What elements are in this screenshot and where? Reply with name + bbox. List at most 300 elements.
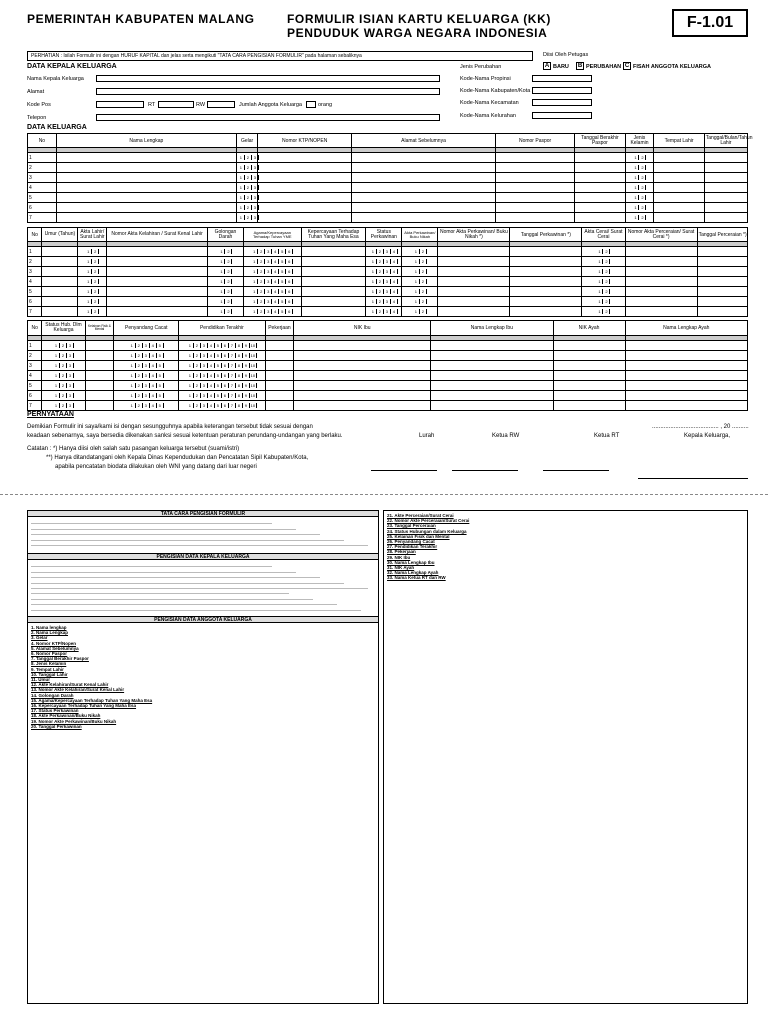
table-cell[interactable]: 1 2 3 4 5 bbox=[114, 351, 179, 361]
instruction-item-title: 10. Tanggal Lahir bbox=[31, 671, 68, 677]
table-cell[interactable]: 1 2 bbox=[402, 307, 438, 317]
table-cell[interactable] bbox=[431, 341, 553, 351]
table-cell[interactable] bbox=[697, 307, 747, 317]
table-cell[interactable] bbox=[510, 307, 582, 317]
table-cell[interactable]: 1 2 3 bbox=[236, 203, 258, 213]
table-cell[interactable]: 1 2 3 4 bbox=[366, 287, 402, 297]
code-village-field[interactable] bbox=[532, 112, 592, 119]
code-regency-field[interactable] bbox=[532, 87, 592, 94]
table-cell[interactable] bbox=[575, 213, 625, 223]
table-cell[interactable] bbox=[431, 391, 553, 401]
table-cell[interactable] bbox=[654, 173, 704, 183]
table-cell[interactable]: 1 2 3 4 5 6 bbox=[243, 277, 301, 287]
table-cell[interactable] bbox=[301, 257, 366, 267]
table-cell[interactable] bbox=[625, 381, 747, 391]
table-cell[interactable]: 1 2 3 4 5 bbox=[114, 341, 179, 351]
table-cell[interactable] bbox=[85, 361, 114, 371]
table-cell[interactable] bbox=[301, 277, 366, 287]
table-cell[interactable] bbox=[553, 371, 625, 381]
row-number: 3 bbox=[28, 173, 57, 183]
table-cell[interactable] bbox=[654, 183, 704, 193]
table-cell[interactable]: 1 2 bbox=[207, 307, 243, 317]
sign-lurah: Lurah bbox=[419, 433, 435, 439]
table-cell[interactable]: 1 2 3 4 5 6 7 8 9 10 bbox=[179, 391, 265, 401]
table-cell[interactable] bbox=[431, 361, 553, 371]
table-cell[interactable] bbox=[107, 297, 208, 307]
table-cell[interactable] bbox=[56, 203, 236, 213]
table-cell[interactable] bbox=[575, 183, 625, 193]
table-cell[interactable] bbox=[42, 307, 78, 317]
table-cell[interactable]: 1 2 3 4 5 6 bbox=[243, 267, 301, 277]
option-b-checkbox[interactable]: B bbox=[577, 63, 583, 69]
table-cell[interactable] bbox=[625, 371, 747, 381]
table-cell[interactable]: 1 2 bbox=[625, 173, 654, 183]
table-cell[interactable]: 1 2 bbox=[625, 213, 654, 223]
table-cell[interactable] bbox=[625, 267, 697, 277]
table-cell[interactable]: 1 2 bbox=[207, 267, 243, 277]
table-cell[interactable]: 1 2 3 bbox=[236, 163, 258, 173]
table-row bbox=[28, 401, 748, 411]
table-row bbox=[28, 213, 748, 223]
table-cell[interactable] bbox=[654, 213, 704, 223]
table-cell[interactable]: 1 2 bbox=[582, 257, 625, 267]
instruction-item-title: 23. Tanggal Perceraian bbox=[387, 523, 436, 529]
statement-title: PERNYATAAN bbox=[27, 411, 74, 418]
code-village-label: Kode-Nama Kelurahan bbox=[460, 113, 516, 119]
table-cell[interactable] bbox=[352, 163, 496, 173]
table-cell[interactable]: 1 2 bbox=[78, 307, 107, 317]
instruction-item-title: 1. Nama lengkap bbox=[31, 625, 67, 630]
table-cell[interactable] bbox=[301, 287, 366, 297]
table-cell[interactable] bbox=[42, 287, 78, 297]
table-cell[interactable] bbox=[258, 193, 352, 203]
table-cell[interactable] bbox=[625, 391, 747, 401]
t3-header-father-name: Nama Lengkap Ayah bbox=[625, 321, 747, 336]
table-cell[interactable] bbox=[107, 257, 208, 267]
table-cell[interactable] bbox=[258, 163, 352, 173]
table-cell[interactable]: 1 2 bbox=[207, 247, 243, 257]
address-field[interactable] bbox=[96, 88, 440, 95]
table-row bbox=[28, 267, 748, 277]
table-cell[interactable] bbox=[56, 173, 236, 183]
t3-header-father-nik: NIK Ayah bbox=[553, 321, 625, 336]
table-cell[interactable]: 1 2 3 4 5 bbox=[114, 401, 179, 411]
table-cell[interactable]: 1 2 bbox=[625, 203, 654, 213]
table-cell[interactable]: 1 2 bbox=[582, 307, 625, 317]
table-cell[interactable] bbox=[56, 153, 236, 163]
instruction-item-title: 30. Nama Lengkap Ibu bbox=[387, 559, 435, 565]
table-cell[interactable] bbox=[258, 173, 352, 183]
table-cell[interactable] bbox=[575, 163, 625, 173]
table-cell[interactable] bbox=[496, 153, 575, 163]
table-cell[interactable]: 1 2 bbox=[582, 247, 625, 257]
table-cell[interactable] bbox=[625, 361, 747, 371]
table-cell[interactable] bbox=[625, 401, 747, 411]
table-cell[interactable] bbox=[553, 391, 625, 401]
table-cell[interactable] bbox=[438, 297, 510, 307]
table-cell[interactable] bbox=[352, 153, 496, 163]
table-cell[interactable] bbox=[697, 287, 747, 297]
table-cell[interactable] bbox=[575, 203, 625, 213]
table-cell[interactable]: 1 2 3 bbox=[236, 183, 258, 193]
table-cell[interactable] bbox=[85, 351, 114, 361]
instruction-item-title: 15. Agama/Kepercayaan Terhadap Tuhan Yang Maha Esa bbox=[31, 697, 153, 703]
t2-header-marriage-date: Tanggal Perkawinan *) bbox=[510, 228, 582, 242]
table-cell[interactable] bbox=[553, 381, 625, 391]
table-cell[interactable] bbox=[496, 173, 575, 183]
table-cell[interactable]: 1 2 3 4 5 6 bbox=[243, 297, 301, 307]
t2-header-blood: Golongan Darah bbox=[207, 228, 243, 242]
table-cell[interactable] bbox=[85, 391, 114, 401]
member-count-field[interactable] bbox=[306, 101, 316, 108]
table-cell[interactable] bbox=[697, 267, 747, 277]
instruction-item-title: 28. Pekerjaan bbox=[387, 549, 416, 555]
table-cell[interactable] bbox=[265, 361, 294, 371]
table-cell[interactable]: 1 2 3 bbox=[42, 371, 85, 381]
table-cell[interactable] bbox=[654, 203, 704, 213]
table-cell[interactable] bbox=[258, 203, 352, 213]
statement-line-2: keadaan sebenarnya, saya bersedia dikenakan sanksi sesuai ketentuan peraturan perundang-undangan yang berlaku. bbox=[27, 433, 343, 439]
table-cell[interactable]: 1 2 3 bbox=[42, 391, 85, 401]
table-cell[interactable] bbox=[265, 381, 294, 391]
table-cell[interactable] bbox=[704, 213, 747, 223]
row-number: 7 bbox=[28, 213, 57, 223]
table-cell[interactable]: 1 2 bbox=[78, 267, 107, 277]
table-cell[interactable] bbox=[625, 247, 697, 257]
table-cell[interactable] bbox=[553, 341, 625, 351]
table-cell[interactable] bbox=[431, 351, 553, 361]
table-cell[interactable] bbox=[438, 267, 510, 277]
table-cell[interactable]: 1 2 3 4 5 6 7 8 9 10 bbox=[179, 381, 265, 391]
option-a-checkbox[interactable]: A bbox=[544, 63, 550, 69]
table-cell[interactable] bbox=[704, 203, 747, 213]
table-cell[interactable] bbox=[704, 163, 747, 173]
table-cell[interactable] bbox=[85, 371, 114, 381]
instruction-item-title: 19. Nomor Akte Perkawinan/Buku Nikah bbox=[31, 718, 117, 724]
table-cell[interactable] bbox=[258, 183, 352, 193]
table-cell[interactable] bbox=[265, 371, 294, 381]
table-cell[interactable] bbox=[294, 391, 431, 401]
sign-head: Kepala Keluarga, bbox=[684, 433, 731, 439]
table-cell[interactable] bbox=[265, 391, 294, 401]
table-cell[interactable] bbox=[107, 307, 208, 317]
table-cell[interactable]: 1 2 3 4 bbox=[366, 257, 402, 267]
table-cell[interactable] bbox=[697, 247, 747, 257]
table-cell[interactable] bbox=[56, 163, 236, 173]
table-cell[interactable] bbox=[352, 193, 496, 203]
table-cell[interactable]: 1 2 3 4 5 bbox=[114, 381, 179, 391]
option-c-label: FISAH ANGGOTA KELUARGA bbox=[633, 64, 712, 70]
table-cell[interactable] bbox=[431, 371, 553, 381]
table-cell[interactable] bbox=[294, 371, 431, 381]
table-cell[interactable] bbox=[431, 401, 553, 411]
t2-header-birth-cert: Akta Lahir/ Surat Lahir bbox=[78, 228, 107, 242]
table-cell[interactable]: 1 2 bbox=[402, 257, 438, 267]
table-cell[interactable] bbox=[625, 297, 697, 307]
family-table-1 bbox=[27, 133, 753, 223]
instruction-item-title: 7. Tanggal Berakhir Paspor bbox=[31, 656, 89, 662]
table-cell[interactable] bbox=[510, 297, 582, 307]
postal-code-field[interactable] bbox=[96, 101, 144, 108]
table-cell[interactable] bbox=[438, 307, 510, 317]
table-cell[interactable] bbox=[42, 297, 78, 307]
t3-header-relationship: Status Hub. Dlm Keluarga bbox=[42, 321, 85, 336]
t1-header-ktp: Nomor KTP/NOPEN bbox=[258, 134, 352, 148]
table-cell[interactable] bbox=[107, 247, 208, 257]
table-cell[interactable] bbox=[625, 307, 697, 317]
rt-field[interactable] bbox=[158, 101, 194, 108]
t1-header-birthdate: Tanggal/Bulan/Tahun Lahir bbox=[705, 134, 753, 146]
table-cell[interactable] bbox=[301, 297, 366, 307]
table-cell[interactable] bbox=[704, 193, 747, 203]
table-cell[interactable] bbox=[510, 257, 582, 267]
table-cell[interactable] bbox=[510, 267, 582, 277]
table-cell[interactable]: 1 2 bbox=[582, 297, 625, 307]
table-cell[interactable]: 1 2 bbox=[78, 287, 107, 297]
table-cell[interactable] bbox=[352, 213, 496, 223]
table-cell[interactable] bbox=[85, 401, 114, 411]
table-cell[interactable]: 1 2 3 bbox=[42, 361, 85, 371]
table-cell[interactable]: 1 2 3 bbox=[42, 351, 85, 361]
table-cell[interactable]: 1 2 bbox=[625, 153, 654, 163]
table-cell[interactable]: 1 2 bbox=[625, 163, 654, 173]
instruction-item-title: 9. Tempat Lahir bbox=[31, 666, 64, 672]
member-count-label: Jumlah Anggota Keluarga bbox=[239, 102, 302, 108]
row-number: 2 bbox=[28, 257, 42, 267]
table-cell[interactable] bbox=[553, 361, 625, 371]
table-cell[interactable]: 1 2 3 4 5 bbox=[114, 391, 179, 401]
table-cell[interactable]: 1 2 3 4 5 6 7 8 9 10 bbox=[179, 361, 265, 371]
table-cell[interactable]: 1 2 bbox=[402, 287, 438, 297]
table-cell[interactable] bbox=[496, 183, 575, 193]
table-cell[interactable] bbox=[301, 307, 366, 317]
table-cell[interactable] bbox=[265, 351, 294, 361]
signature-line-rw[interactable] bbox=[452, 470, 518, 471]
table-cell[interactable] bbox=[301, 267, 366, 277]
t2-header-divorce-cert-no: Nomor Akta Perceraian/ Surat Cerai *) bbox=[625, 228, 697, 242]
family-table-3 bbox=[27, 320, 748, 411]
table-cell[interactable] bbox=[625, 287, 697, 297]
row-number: 2 bbox=[28, 351, 42, 361]
table-cell[interactable] bbox=[654, 163, 704, 173]
table-cell[interactable]: 1 2 bbox=[207, 287, 243, 297]
table-cell[interactable] bbox=[56, 213, 236, 223]
row-number: 7 bbox=[28, 401, 42, 411]
row-number: 4 bbox=[28, 183, 57, 193]
table-cell[interactable] bbox=[265, 341, 294, 351]
table-cell[interactable] bbox=[704, 153, 747, 163]
table-cell[interactable]: 1 2 3 4 bbox=[366, 247, 402, 257]
table-cell[interactable]: 1 2 bbox=[207, 297, 243, 307]
table-cell[interactable]: 1 2 bbox=[625, 183, 654, 193]
table-cell[interactable] bbox=[438, 287, 510, 297]
rw-field[interactable] bbox=[207, 101, 235, 108]
table-cell[interactable] bbox=[294, 401, 431, 411]
table-cell[interactable]: 1 2 bbox=[402, 297, 438, 307]
change-type-label: Jenis Perubahan bbox=[460, 64, 502, 70]
table-cell[interactable]: 1 2 3 4 5 6 bbox=[243, 257, 301, 267]
table-cell[interactable]: 1 2 3 4 bbox=[366, 307, 402, 317]
table-cell[interactable] bbox=[107, 277, 208, 287]
table-cell[interactable] bbox=[352, 183, 496, 193]
table-cell[interactable] bbox=[301, 247, 366, 257]
table-cell[interactable]: 1 2 3 4 5 6 7 8 9 10 bbox=[179, 401, 265, 411]
t2-header-birth-cert-no: Nomor Akta Kelahiran / Surat Kenal Lahir bbox=[107, 228, 208, 242]
table-cell[interactable] bbox=[625, 341, 747, 351]
table-cell[interactable] bbox=[352, 173, 496, 183]
table-cell[interactable] bbox=[496, 203, 575, 213]
table-cell[interactable] bbox=[42, 277, 78, 287]
table-cell[interactable]: 1 2 3 4 5 6 bbox=[243, 247, 301, 257]
table-cell[interactable]: 1 2 3 bbox=[236, 213, 258, 223]
table-cell[interactable]: 1 2 3 4 bbox=[366, 297, 402, 307]
table-cell[interactable]: 1 2 bbox=[625, 193, 654, 203]
table-cell[interactable] bbox=[510, 287, 582, 297]
instruction-item-title: 22. Nomor Akte Perceraian/Surat Cerai bbox=[387, 518, 470, 524]
table-cell[interactable] bbox=[258, 153, 352, 163]
table-cell[interactable]: 1 2 3 bbox=[42, 401, 85, 411]
table-cell[interactable] bbox=[496, 163, 575, 173]
instruction-item-title: 27. Pendidikan Terakhir bbox=[387, 544, 438, 550]
table-cell[interactable]: 1 2 bbox=[78, 297, 107, 307]
t2-header-marital: Status Perkawinan bbox=[366, 228, 402, 242]
table-cell[interactable] bbox=[258, 213, 352, 223]
table-row bbox=[28, 153, 748, 163]
instructions-title: TATA CARA PENGISIAN FORMULIR bbox=[27, 510, 379, 517]
table-cell[interactable] bbox=[575, 153, 625, 163]
t1-header-passport: Nomor Paspor bbox=[496, 134, 575, 148]
table-cell[interactable] bbox=[294, 341, 431, 351]
table-cell[interactable] bbox=[496, 213, 575, 223]
table-cell[interactable] bbox=[107, 287, 208, 297]
table-cell[interactable]: 1 2 bbox=[207, 277, 243, 287]
table-cell[interactable] bbox=[294, 351, 431, 361]
t3-header-disorder: Kelainan Fisik & Mental bbox=[85, 321, 114, 336]
table-cell[interactable] bbox=[56, 183, 236, 193]
table-cell[interactable] bbox=[431, 381, 553, 391]
signature-line-rt[interactable] bbox=[543, 470, 609, 471]
head-name-field[interactable] bbox=[96, 75, 440, 82]
signature-line-head[interactable] bbox=[638, 478, 748, 479]
table-row bbox=[28, 287, 748, 297]
table-cell[interactable] bbox=[704, 183, 747, 193]
table-cell[interactable] bbox=[352, 203, 496, 213]
instructions-head-section: PENGISIAN DATA KEPALA KELUARGA bbox=[27, 553, 379, 560]
table-cell[interactable] bbox=[510, 277, 582, 287]
table-cell[interactable] bbox=[575, 193, 625, 203]
table-cell[interactable] bbox=[56, 193, 236, 203]
t3-header-mother-nik: NIK Ibu bbox=[294, 321, 431, 336]
table-cell[interactable]: 1 2 3 bbox=[236, 173, 258, 183]
table-cell[interactable] bbox=[553, 351, 625, 361]
table-cell[interactable] bbox=[697, 297, 747, 307]
table-cell[interactable] bbox=[438, 257, 510, 267]
table-cell[interactable]: 1 2 bbox=[78, 257, 107, 267]
table-cell[interactable] bbox=[294, 381, 431, 391]
t3-header-no: No bbox=[28, 321, 42, 336]
table-cell[interactable]: 1 2 3 4 5 6 bbox=[243, 287, 301, 297]
option-c-checkbox[interactable]: C bbox=[624, 63, 630, 69]
table-cell[interactable] bbox=[85, 381, 114, 391]
table-cell[interactable]: 1 2 bbox=[402, 247, 438, 257]
instruction-item-title: 4. Nomor KTP/Nopen bbox=[31, 640, 77, 646]
table-cell[interactable] bbox=[697, 257, 747, 267]
table-cell[interactable] bbox=[654, 153, 704, 163]
code-province-field[interactable] bbox=[532, 75, 592, 82]
table-cell[interactable]: 1 2 bbox=[402, 267, 438, 277]
table-cell[interactable] bbox=[438, 277, 510, 287]
table-cell[interactable] bbox=[42, 257, 78, 267]
table-cell[interactable]: 1 2 3 bbox=[42, 381, 85, 391]
table-cell[interactable]: 1 2 3 4 5 bbox=[114, 361, 179, 371]
table-cell[interactable]: 1 2 bbox=[582, 277, 625, 287]
table-cell[interactable]: 1 2 bbox=[582, 287, 625, 297]
table-cell[interactable]: 1 2 bbox=[582, 267, 625, 277]
table-cell[interactable]: 1 2 3 4 5 6 7 8 9 10 bbox=[179, 371, 265, 381]
table-row bbox=[28, 247, 748, 257]
table-row bbox=[28, 173, 748, 183]
table-row bbox=[28, 371, 748, 381]
table-cell[interactable] bbox=[625, 351, 747, 361]
table-cell[interactable]: 1 2 3 4 bbox=[366, 267, 402, 277]
table-cell[interactable]: 1 2 bbox=[78, 247, 107, 257]
table-cell[interactable] bbox=[496, 193, 575, 203]
t2-header-marriage-cert: Akta Perkawinan/ Buku Nikah bbox=[402, 228, 438, 242]
code-province-label: Kode-Nama Propinsi bbox=[460, 76, 511, 82]
table-cell[interactable]: 1 2 3 4 5 6 7 8 9 10 bbox=[179, 341, 265, 351]
table-cell[interactable] bbox=[85, 341, 114, 351]
instruction-item-title: 16. Kepercayaan Terhadap Tuhan Yang Maha Esa bbox=[31, 703, 137, 709]
table-cell[interactable]: 1 2 3 bbox=[42, 341, 85, 351]
table-cell[interactable]: 1 2 3 4 bbox=[366, 277, 402, 287]
code-district-label: Kode-Nama Kecamatan bbox=[460, 100, 519, 106]
table-cell[interactable]: 1 2 3 4 5 6 7 8 9 10 bbox=[179, 351, 265, 361]
statement-line-1: Demikian Formulir ini saya/kami isi dengan sesungguhnya apabila keterangan tersebut tidak sesuai dengan bbox=[27, 424, 313, 430]
table-cell[interactable] bbox=[510, 247, 582, 257]
code-district-field[interactable] bbox=[532, 99, 592, 106]
table-cell[interactable]: 1 2 3 bbox=[236, 153, 258, 163]
table-row bbox=[28, 257, 748, 267]
signature-line-lurah[interactable] bbox=[371, 470, 437, 471]
table-cell[interactable] bbox=[575, 173, 625, 183]
instruction-item-title: 14. Golongan Darah bbox=[31, 692, 74, 698]
row-number: 6 bbox=[28, 203, 57, 213]
table-cell[interactable] bbox=[42, 267, 78, 277]
table-cell[interactable] bbox=[704, 173, 747, 183]
table-cell[interactable] bbox=[294, 361, 431, 371]
table-cell[interactable]: 1 2 bbox=[402, 277, 438, 287]
table-cell[interactable] bbox=[553, 401, 625, 411]
table-cell[interactable]: 1 2 3 4 5 6 bbox=[243, 307, 301, 317]
table-row bbox=[28, 297, 748, 307]
phone-field[interactable] bbox=[96, 114, 440, 121]
table-cell[interactable] bbox=[42, 247, 78, 257]
table-cell[interactable] bbox=[625, 257, 697, 267]
table-cell[interactable] bbox=[107, 267, 208, 277]
table-cell[interactable]: 1 2 bbox=[207, 257, 243, 267]
table-cell[interactable] bbox=[654, 193, 704, 203]
address-label: Alamat bbox=[27, 89, 45, 95]
row-number: 3 bbox=[28, 361, 42, 371]
table-cell[interactable] bbox=[697, 277, 747, 287]
table-cell[interactable] bbox=[438, 247, 510, 257]
table-cell[interactable]: 1 2 3 bbox=[236, 193, 258, 203]
table-cell[interactable] bbox=[265, 401, 294, 411]
rt-label: RT bbox=[148, 102, 156, 108]
table-cell[interactable]: 1 2 3 4 5 bbox=[114, 371, 179, 381]
table-cell[interactable]: 1 2 bbox=[78, 277, 107, 287]
table-cell[interactable] bbox=[625, 277, 697, 287]
